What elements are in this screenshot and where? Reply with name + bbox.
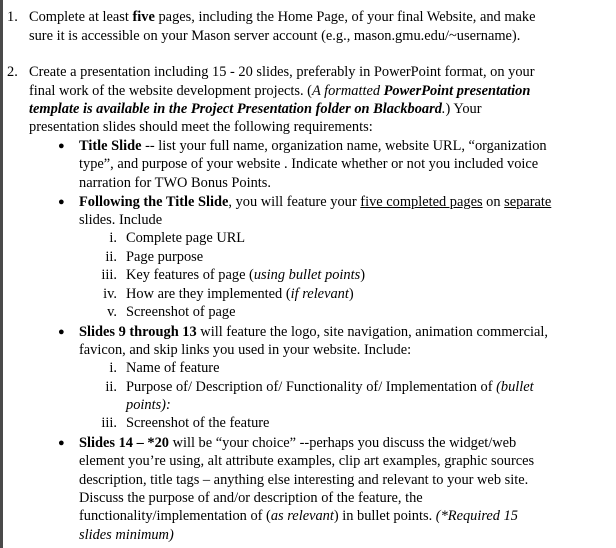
bullet1-line2: type”, and purpose of your website . Indicate whether or not you included voice: [79, 156, 539, 172]
bullet4-line3: description, title tags – anything else interesting and relevant to your web site.: [79, 472, 529, 488]
bullet2-line2: slides. Include: [79, 212, 163, 228]
bullet4-line2: element you’re using, alt attribute examples, clip art examples, graphic sources: [79, 453, 535, 469]
item2-line2: final work of the website development projects. (A formatted PowerPoint presentation: [29, 83, 531, 99]
roman-numeral: i.: [109, 230, 117, 246]
roman-numeral: iv.: [103, 286, 117, 302]
subitem-text: Screenshot of the feature: [126, 415, 270, 431]
bullet3-line1: Slides 9 through 13 will feature the logo, site navigation, animation commercial,: [79, 324, 548, 340]
list-number: 2.: [7, 64, 18, 80]
subitem-text: Page purpose: [126, 249, 204, 265]
subitem-text: Complete page URL: [126, 230, 246, 246]
subitem-text: Purpose of/ Description of/ Functionality of/ Implementation of (bullet: [126, 379, 534, 395]
subitem-text: Key features of page (using bullet points): [126, 267, 365, 283]
bullet-icon: ●: [58, 196, 65, 208]
bullet1-line3: narration for TWO Bonus Points.: [79, 175, 271, 191]
subitem-text: Screenshot of page: [126, 304, 236, 320]
bullet4-line6: slides minimum): [79, 527, 174, 543]
bullet-icon: ●: [58, 437, 65, 449]
list-number: 1.: [7, 9, 18, 25]
bullet3-line2: favicon, and skip links you used in your website. Include:: [79, 342, 412, 358]
roman-numeral: ii.: [105, 379, 117, 395]
bullet-icon: ●: [58, 326, 65, 338]
subitem-text: Name of feature: [126, 360, 220, 376]
subitem-text-continued: points):: [126, 397, 171, 413]
bullet4-line4: Discuss the purpose of and/or description of the feature, the: [79, 490, 423, 506]
bullet-icon: ●: [58, 140, 65, 152]
item2-line3: template is available in the Project Presentation folder on Blackboard.) Your: [29, 101, 482, 117]
roman-numeral: iii.: [101, 267, 117, 283]
roman-numeral: iii.: [101, 415, 117, 431]
item1-line2: sure it is accessible on your Mason server account (e.g., mason.gmu.edu/~username).: [29, 28, 521, 44]
bullet4-line1: Slides 14 – *20 will be “your choice” --perhaps you discuss the widget/web: [79, 435, 517, 451]
bullet2-line1: Following the Title Slide, you will feature your five completed pages on separate: [79, 194, 552, 210]
item1-line1: Complete at least five pages, including the Home Page, of your final Website, and make: [29, 9, 536, 25]
roman-numeral: v.: [107, 304, 117, 320]
roman-numeral: i.: [109, 360, 117, 376]
bullet1-line1: Title Slide -- list your full name, organization name, website URL, “organization: [79, 138, 547, 154]
left-border: [0, 0, 3, 548]
bullet4-line5: functionality/implementation of (as relevant) in bullet points. (*Required 15: [79, 508, 518, 524]
subitem-text: How are they implemented (if relevant): [126, 286, 354, 302]
roman-numeral: ii.: [105, 249, 117, 265]
item2-line4: presentation slides should meet the following requirements:: [29, 119, 373, 135]
item2-line1: Create a presentation including 15 - 20 slides, preferably in PowerPoint format, on your: [29, 64, 535, 80]
